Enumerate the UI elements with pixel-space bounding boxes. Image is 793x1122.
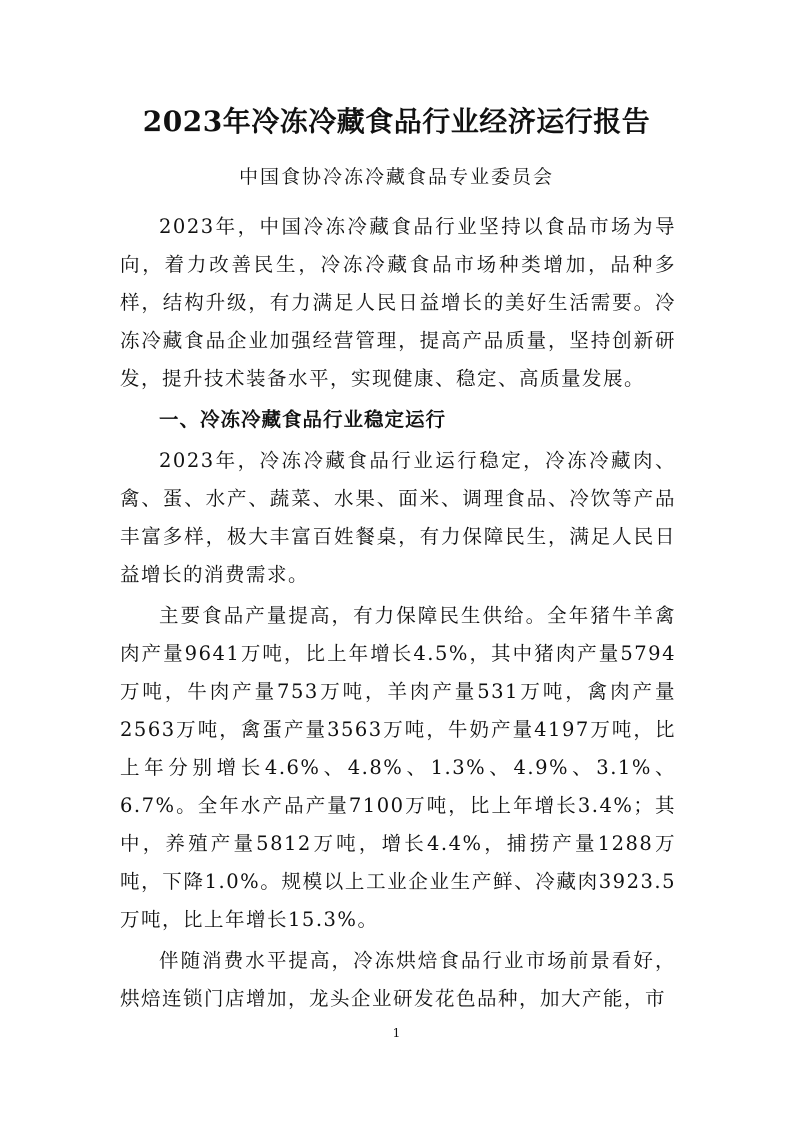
- page-number: 1: [392, 1026, 401, 1040]
- intro-paragraph: 2023年，中国冷冻冷藏食品行业坚持以食品市场为导向，着力改善民生，冷冻冷藏食品市场种类增加，品种多样，结构升级，有力满足人民日益增长的美好生活需要。冷冻冷藏食品企业加强经营管理，提高产品质量，坚持创新研发，提升技术装备水平，实现健康、稳定、高质量发展。: [120, 215, 676, 390]
- document-title: 2023年冷冻冷藏食品行业经济运行报告: [142, 105, 651, 138]
- section-paragraph-2: 主要食品产量提高，有力保障民生供给。全年猪牛羊禽肉产量9641万吨，比上年增长4.5%，其中猪肉产量5794万吨，牛肉产量753万吨，羊肉产量531万吨，禽肉产量2563万吨，禽蛋产量3563万吨，牛奶产量4197万吨，比上年分别增长4.6%、4.8%、1.3%、4.9%、3.1%、6.7%。全年水产品产量7100万吨，比上年增长3.4%；其中，养殖产量5812万吨，增长4.4%，捕捞产量1288万吨，下降1.0%。规模以上工业企业生产鲜、冷藏肉3923.5万吨，比上年增长15.3%。: [120, 604, 676, 931]
- document-subtitle: 中国食协冷冻冷藏食品专业委员会: [238, 166, 554, 188]
- section-heading: 一、冷冻冷藏食品行业稳定运行: [159, 408, 447, 431]
- document-body: [120, 208, 676, 1021]
- section-paragraph-1: 2023年，冷冻冷藏食品行业运行稳定，冷冻冷藏肉、禽、蛋、水产、蔬菜、水果、面米、调理食品、冷饮等产品丰富多样，极大丰富百姓餐桌，有力保障民生，满足人民日益增长的消费需求。: [120, 449, 676, 586]
- section-paragraph-3: 伴随消费水平提高，冷冻烘焙食品行业市场前景看好，烘焙连锁门店增加，龙头企业研发花色品种，加大产能，市: [120, 949, 676, 1010]
